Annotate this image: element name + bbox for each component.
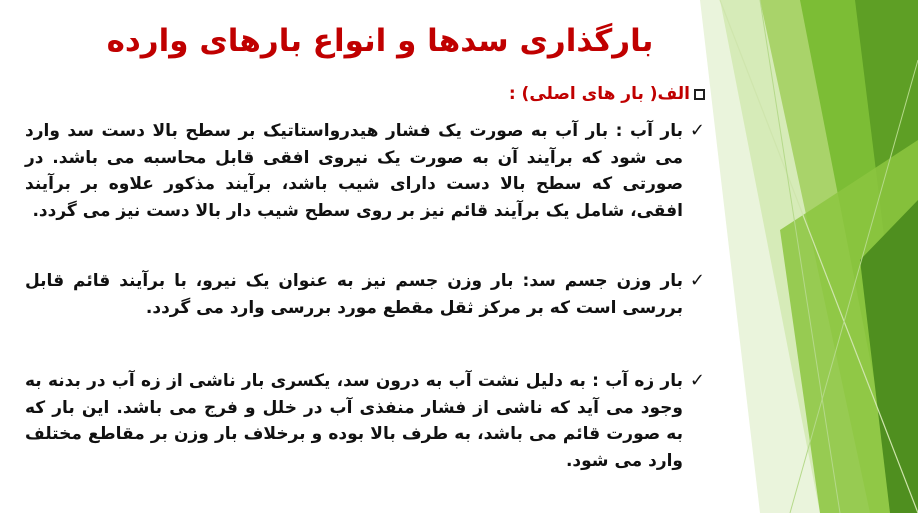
section-heading xyxy=(509,83,705,105)
list-item-text: بار وزن جسم سد: بار وزن جسم نیز به عنوان یک نیرو، با برآیند قائم قابل بررسی است که بر مرکز ثقل مقطع مورد بررسی وارد می گردد. xyxy=(25,271,683,318)
list-item-text: بار زه آب : به دلیل نشت آب به درون سد، یکسری بار ناشی از زه آب در بدنه به وجود می آید که ناشی از فشار منفذی آب در خلل و فرج می باشد. این بار که به صورت قائم می باشد، به طرف بالا بوده و برخلاف بار وزن بر مقاطع مختلف وارد می شود. xyxy=(25,371,683,471)
list-item xyxy=(25,268,705,321)
checkmark-icon: ✓ xyxy=(689,120,705,141)
list-item xyxy=(25,118,705,224)
slide-title: بارگذاری سدها و انواع بارهای وارده xyxy=(106,23,654,59)
square-bullet-icon xyxy=(694,89,705,100)
list-item-text: بار آب : بار آب به صورت یک فشار هیدرواستاتیک بر سطح بالا دست سد وارد می شود که برآیند آن به صورت یک نیروی افقی قابل محاسبه می باشد. در صورتی که سطح بالا دست دارای شیب باشد، برآیند مذکور علاوه بر برآیند افقی، شامل یک برآیند قائم نیز بر روی سطح شیب دار بالا دست نیز می گردد. xyxy=(25,121,683,221)
checkmark-icon: ✓ xyxy=(689,270,705,291)
section-label: الف( بار های اصلی) : xyxy=(508,84,690,104)
checkmark-icon: ✓ xyxy=(689,370,705,391)
list-item xyxy=(25,368,705,474)
